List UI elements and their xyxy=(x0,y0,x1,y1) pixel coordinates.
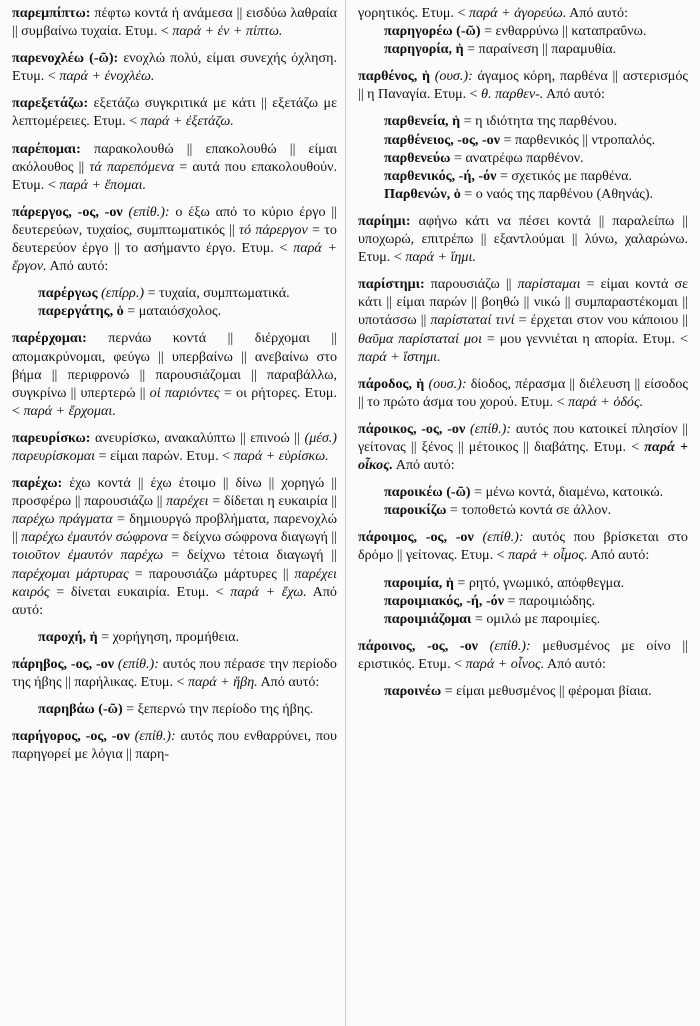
definition-text: = παροιμιώδης. xyxy=(504,592,596,609)
dictionary-entry xyxy=(12,140,337,194)
continued-text xyxy=(358,4,688,22)
definition-text: γορητικός. Ετυμ. < xyxy=(358,5,469,21)
headword: παρήγορος, -ος, -ον xyxy=(12,728,130,745)
left-column xyxy=(12,4,337,772)
italic-text: (επίθ.): xyxy=(114,655,159,672)
italic-text: παρά + ένοχλέω. xyxy=(59,68,155,85)
italic-text: παρά + εὑρίσκω. xyxy=(233,447,329,464)
definition-text: άγαμος κόρη, παρθένα || αστερισμός || η Παναγία. Ετυμ. < xyxy=(358,68,688,103)
definition-text: = ματαιόσχολος. xyxy=(123,303,222,320)
derived-entry xyxy=(358,112,688,130)
definition-text: = παραίνεση || παραμυθία. xyxy=(463,41,617,58)
derived-entry xyxy=(358,22,688,40)
italic-text: παρά + ἐξετάζω. xyxy=(140,113,234,130)
dictionary-entry xyxy=(358,528,688,564)
italic-text: παρά + έν + πίπτω. xyxy=(172,23,283,40)
definition-text: = δείχνω σώφρονα διαγωγή || xyxy=(167,529,337,546)
headword: παροιμιακός, -ή, -όν xyxy=(384,592,505,609)
column-divider xyxy=(345,0,346,1026)
definition-text: = ρητό, γνωμικό, απόφθεγμα. xyxy=(453,574,625,591)
italic-text: τοιοῦτον ἐμαυτόν παρέχω xyxy=(12,547,164,564)
italic-text: οἱ παριόντες xyxy=(149,384,220,401)
italic-text: (επίρρ.) xyxy=(97,285,145,302)
derived-entry xyxy=(12,628,337,646)
italic-text: παρίσταταί τινί xyxy=(430,312,515,329)
headword: Παρθενών, ὁ xyxy=(384,185,461,202)
definition-text: = το δευτερεύον έργο || το ασήμαντο έργο. Ετυμ. < xyxy=(12,221,337,257)
headword: παρεξετάζω: xyxy=(12,95,89,112)
definition-text: δίοδος, πέρασμα || διέλευση || είσοδος || το πρώτο άσμα του χορού. Ετυμ. < xyxy=(358,375,688,410)
definition-text: = παρουσιάζω μάρτυρες || xyxy=(128,565,295,582)
headword: πάρηβος, -ος, -ον xyxy=(12,655,115,672)
italic-text: (επίθ.): xyxy=(129,728,176,745)
definition-text: = τοποθετώ κοντά σε άλλον. xyxy=(446,502,612,519)
derived-entry xyxy=(358,501,688,519)
definition-text: ο έξω από το κύριο έργο || δευτερεύων, τυχαίος, συμπτωματικός || xyxy=(12,203,337,238)
definition-text: = ξεπερνώ την περίοδο της ήβης. xyxy=(122,701,314,718)
derived-entry xyxy=(358,131,688,149)
dictionary-entry xyxy=(358,637,688,673)
definition-text: πέφτω κοντά ή ανάμεσα || εισδύω λαθραία || συμβαίνω τυχαία. Ετυμ. < xyxy=(12,5,337,40)
italic-text: τό πάρεργον xyxy=(238,221,308,238)
italic-text: παρέχει xyxy=(166,493,209,510)
headword: παρθένειος, -ος, -ον xyxy=(384,131,501,148)
italic-text: παρά + ἔχω. xyxy=(230,583,307,600)
headword: παρηγορέω (-ῶ) xyxy=(384,23,481,40)
dictionary-entry xyxy=(12,655,337,691)
definition-text: ενοχλώ πολύ, είμαι συνεχής όχληση. Ετυμ. < xyxy=(12,50,338,85)
italic-text: παρέχω πράγματα xyxy=(12,511,113,528)
italic-text: παρέχει καιρός xyxy=(12,565,337,600)
italic-text: παρά + ἥβη. xyxy=(188,674,258,690)
derived-entry xyxy=(358,574,688,592)
definition-text: έχω κοντά || έχω έτοιμο || δίνω || χορηγώ || προσφέρω || παρουσιάζω || xyxy=(12,475,337,510)
dictionary-entry xyxy=(358,67,688,103)
definition-text: = τυχαία, συμπτωματικά. xyxy=(144,285,290,302)
derived-entry xyxy=(358,682,688,700)
definition-text: = είμαι μεθυσμένος || φέρομαι βίαια. xyxy=(441,683,652,699)
definition-text: = παρθενικός || ντροπαλός. xyxy=(500,131,656,148)
dictionary-entry xyxy=(12,329,337,419)
headword: παρίημι: xyxy=(358,212,411,229)
definition-text: = οι ρήτορες. Ετυμ. < xyxy=(12,384,337,419)
definition-text: αυτός που πέρασε την περίοδο της ήβης || παρήλικας. Ετυμ. < xyxy=(12,655,337,690)
dictionary-entry xyxy=(12,474,337,619)
headword: παρθένος, ἡ xyxy=(358,68,431,85)
definition-text: = δημιουργώ προβλήματα, παρενοχλώ || xyxy=(12,511,337,546)
italic-text: (επίθ.): xyxy=(122,203,170,220)
definition-text: περνάω κοντά || διέρχομαι || απομακρύνομαι, φεύγω || υπερβαίνω || ανεβαίνω στο βήμα || περιφρονώ || παρουσιάζομαι || παραβάλλω, συγκρίνω || υπερτερώ || xyxy=(12,330,337,401)
headword: παροικέω (-ῶ) xyxy=(384,484,471,501)
definition-text: αυτός που βρίσκεται στο δρόμο || γείτονας. Ετυμ. < xyxy=(358,529,688,564)
italic-text: (επίθ.): xyxy=(477,637,531,654)
headword: παρέρχομαι: xyxy=(12,330,87,347)
derived-entry xyxy=(12,302,337,320)
headword: παρηγορία, ἡ xyxy=(384,41,464,58)
definition-text: = αυτά που επακολουθούν. Ετυμ. < xyxy=(12,158,337,193)
headword: παροινέω xyxy=(384,683,442,699)
dictionary-entry xyxy=(12,203,337,275)
derived-entry xyxy=(12,284,337,302)
definition-text: = ενθαρρύνω || καταπραΰνω. xyxy=(480,23,647,40)
definition-text: εξετάζω συγκριτικά με κάτι || εξετάζω με λεπτομέρειες. Ετυμ. < xyxy=(12,95,337,130)
definition-text: Από αυτό: xyxy=(393,457,455,474)
definition-text: Από αυτό: xyxy=(46,258,109,275)
italic-text: παρά + ἵημι. xyxy=(405,249,476,266)
derived-entry xyxy=(12,700,337,718)
italic-text: θ. παρθεν-. xyxy=(481,86,544,103)
definition-text: = έρχεται στον νου κάποιου || xyxy=(514,312,689,329)
dictionary-entry xyxy=(358,375,688,411)
definition-text: Από αυτό: xyxy=(544,655,606,672)
headword: πάροινος, -ος, -ον xyxy=(358,637,478,654)
headword: παρηβάω (-ῶ) xyxy=(38,701,123,718)
headword: παρθενικός, -ή, -όν xyxy=(384,167,497,184)
definition-text: = ανατρέφω παρθένον. xyxy=(450,149,584,166)
dictionary-entry xyxy=(12,429,337,465)
headword: παρεμπίπτω: xyxy=(12,5,91,21)
italic-text: (επίθ.): xyxy=(465,420,512,437)
headword: παρθενεία, ἡ xyxy=(384,113,461,130)
derived-entry xyxy=(358,483,688,501)
italic-text: παρά + οἶνος. xyxy=(465,655,545,672)
headword: παρέπομαι: xyxy=(12,140,81,157)
dictionary-entry xyxy=(358,275,688,365)
headword: παρίστημι: xyxy=(358,276,425,293)
definition-text: = ο ναός της παρθένου (Αθηνάς). xyxy=(460,185,654,202)
headword: πάρεργος, -ος, -ον xyxy=(12,203,123,220)
definition-text: = δίδεται η ευκαιρία || xyxy=(208,493,337,510)
italic-text: παρέχομαι μάρτυρας xyxy=(12,565,129,582)
headword: παρεργάτης, ὁ xyxy=(38,303,124,320)
definition-text: = είμαι κοντά σε κάτι || είμαι παρών || βοηθώ || νικώ || συμπαραστέκομαι || υποτάσσω || xyxy=(358,276,688,329)
italic-text: παρά + ἔργον. xyxy=(12,240,338,275)
headword: παροχή, ἡ xyxy=(38,628,98,645)
italic-text: παρά + ἵστημι. xyxy=(358,348,441,365)
derived-entry xyxy=(358,149,688,167)
definition-text: μεθυσμένος με οίνο || εριστικός. Ετυμ. < xyxy=(358,637,689,672)
definition-text: αυτός που ενθαρρύνει, που παρηγορεί με λόγια || παρη- xyxy=(12,728,337,763)
headword: πάροιμος, -ος, -ον xyxy=(358,529,474,546)
definition-text: = δίνεται ευκαιρία. Ετυμ. < xyxy=(49,583,231,600)
definition-text: = χορήγηση, προμήθεια. xyxy=(97,628,240,645)
dictionary-entry xyxy=(358,420,688,474)
headword: παρέχω: xyxy=(12,475,63,492)
definition-text: = μου γεννιέται η απορία. Ετυμ. < xyxy=(482,330,688,347)
headword: παρέργως xyxy=(38,285,98,302)
italic-text: (ουσ.): xyxy=(430,68,473,85)
definition-text: παρακολουθώ || επακολουθώ || είμαι ακόλουθος || xyxy=(12,140,337,175)
right-column xyxy=(358,4,688,700)
definition-text: αυτός που κατοικεί πλησίον || γείτονας || ξένος || μέτοικος || διαβάτης. Ετυμ. < xyxy=(358,420,688,455)
italic-text: παρά + ἔρχομαι. xyxy=(23,402,116,419)
definition-text: αφήνω κάτι να πέσει κοντά || παραλείπω || υποχωρώ, επιτρέπω || εξαντλούμαι || λύνω, χαλαρώνω. Ετυμ. < xyxy=(358,212,688,266)
definition-text: = η ιδιότητα της παρθένου. xyxy=(460,113,618,130)
derived-entry xyxy=(358,592,688,610)
headword: παρενοχλέω (-ῶ): xyxy=(12,50,119,67)
derived-entry xyxy=(358,167,688,185)
derived-entry xyxy=(358,610,688,628)
italic-text: τά παρεπόμενα xyxy=(89,158,175,175)
italic-text: παρά + ἕπομαι. xyxy=(59,176,147,193)
headword: παροικίζω xyxy=(384,502,447,519)
headword: πάροικος, -ος, -ον xyxy=(358,420,466,437)
definition-text: = ομιλώ με παροιμίες. xyxy=(471,610,601,627)
headword: παρθενεύω xyxy=(384,149,451,166)
headword: παρευρίσκω: xyxy=(12,429,91,446)
italic-text: θαῦμα παρίσταταί μοι xyxy=(358,330,482,347)
definition-text: = δείχνω τέτοια διαγωγή || xyxy=(163,547,338,564)
italic-text: (επίθ.): xyxy=(473,529,524,546)
italic-text: παρίσταμαι xyxy=(517,276,581,293)
italic-text: (μέσ.) παρευρίσκομαι xyxy=(12,429,337,464)
headword: πάροδος, ἡ xyxy=(358,375,425,392)
italic-text: παρά + οἶκος. xyxy=(358,438,688,474)
derived-entry xyxy=(358,185,688,203)
dictionary-entry xyxy=(12,4,337,40)
definition-text: = είμαι παρών. Ετυμ. < xyxy=(95,447,234,464)
definition-text: παρουσιάζω || xyxy=(424,276,518,293)
dictionary-entry xyxy=(12,727,337,763)
definition-text: Από αυτό: xyxy=(543,86,605,103)
dictionary-entry xyxy=(358,212,688,266)
definition-text: Από αυτό: xyxy=(12,583,337,618)
derived-entry xyxy=(358,40,688,58)
italic-text: (ουσ.): xyxy=(424,375,467,392)
definition-text: ανευρίσκω, ανακαλύπτω || επινοώ || xyxy=(90,429,305,446)
headword: παροιμιάζομαι xyxy=(384,610,472,627)
definition-text: Από αυτό: xyxy=(566,5,628,21)
italic-text: παρά + ὁδός. xyxy=(568,393,644,410)
dictionary-entry xyxy=(12,94,337,130)
definition-text: Από αυτό: xyxy=(587,547,650,564)
definition-text: Από αυτό: xyxy=(257,674,320,690)
headword: παροιμία, ἡ xyxy=(384,574,454,591)
dictionary-entry xyxy=(12,49,337,85)
definition-text: = μένω κοντά, διαμένω, κατοικώ. xyxy=(470,484,664,501)
italic-text: παρέχω ἐμαυτόν σώφρονα xyxy=(21,529,168,546)
italic-text: παρά + οἶμος. xyxy=(508,547,588,564)
definition-text: = σχετικός με παρθένα. xyxy=(496,167,633,184)
italic-text: παρά + ἀγορεύω. xyxy=(468,5,567,21)
